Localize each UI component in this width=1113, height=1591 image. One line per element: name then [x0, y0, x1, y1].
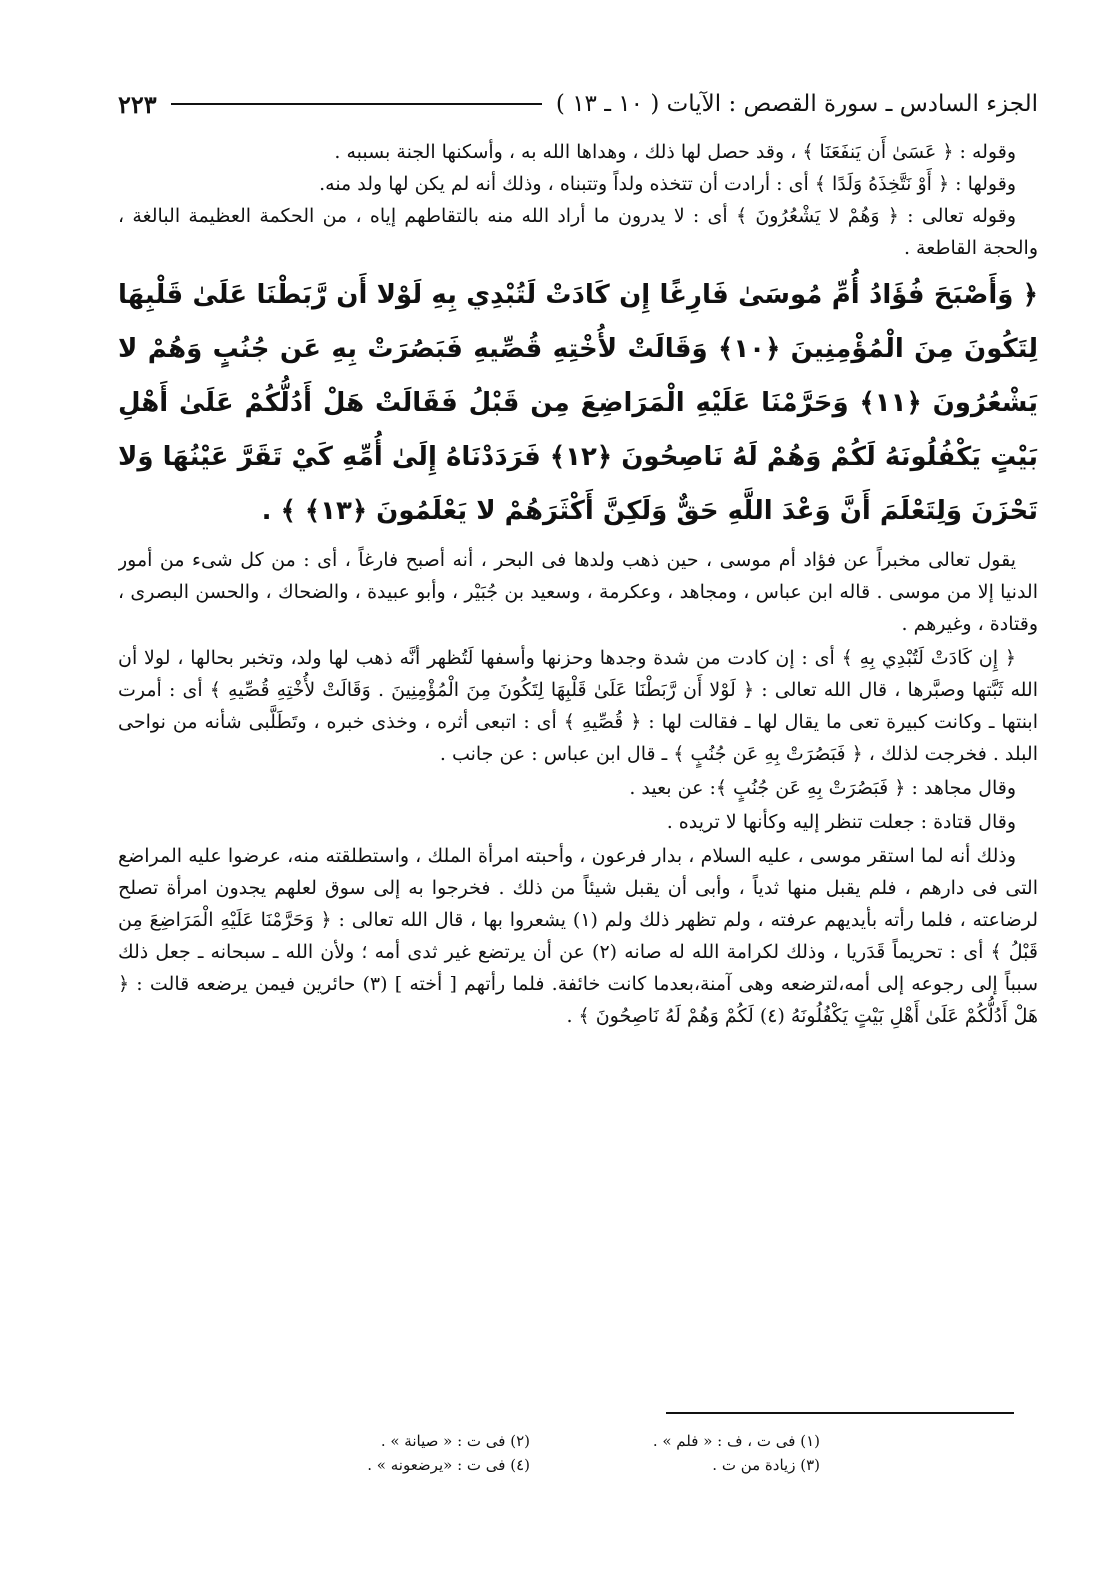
commentary-paragraph: يقول تعالى مخبراً عن فؤاد أم موسى ، حين ذهب ولدها فى البحر ، أنه أصبح فارغاً ، أى : من كل شىء من أمور الدنيا إلا من موسى . قاله ابن عباس ، ومجاهد ، وعكرمة ، وسعيد بن جُبَيْر ، وأبو عبيدة ، والضحاك ، والحسن البصرى ، وقتادة ، وغيرهم . — [118, 549, 1038, 635]
footnote-3: (٣) زيادة من ت . — [712, 1456, 820, 1474]
footnote-divider — [666, 1412, 1014, 1414]
commentary-paragraph: وقال قتادة : جعلت تنظر إليه وكأنها لا تريده . — [666, 811, 1016, 833]
paragraph: وقوله تعالى : ﴿ وَهُمْ لا يَشْعُرُونَ ﴾ أى : لا يدرون ما أراد الله منه بالتقاطهم إياه ، من الحكمة العظيمة البالغة ، والحجة القاطعة . — [118, 205, 1038, 259]
footnote-4: (٤) فى ت : «يرضعونه » . — [367, 1456, 530, 1474]
header-rule — [171, 103, 542, 105]
footnote-2: (٢) فى ت : « صيانة » . — [380, 1432, 530, 1450]
page-number: ٢٢٣ — [118, 89, 157, 119]
page-body — [118, 136, 1038, 1386]
footnotes — [300, 1432, 820, 1474]
commentary-paragraph: وقال مجاهد : ﴿ فَبَصُرَتْ بِهِ عَن جُنُبٍ ﴾: عن بعيد . — [629, 777, 1016, 799]
paragraph: وقوله : ﴿ عَسَىٰ أَن يَنفَعَنَا ﴾ ، وقد حصل لها ذلك ، وهداها الله به ، وأسكنها الجنة بسببه . — [334, 141, 1016, 163]
commentary-paragraph: وذلك أنه لما استقر موسى ، عليه السلام ، بدار فرعون ، وأحبته امرأة الملك ، واستطلقته منه، عرضوا عليه المراضع التى فى دارهم ، فلم يقبل منها ثدياً ، وأبى أن يقبل شيئاً من ذلك . فخرجوا به إلى سوق لعلهم يجدون امرأة تصلح لرضاعته ، فلما رأته بأيديهم عرفته ، ولم تظهر ذلك ولم (١) يشعروا بها ، قال الله تعالى : ﴿ وَحَرَّمْنَا عَلَيْهِ الْمَرَاضِعَ مِن قَبْلُ ﴾ أى : تحريماً قَدَريا ، وذلك لكرامة الله له صانه (٢) عن أن يرتضع غير ثدى أمه ؛ ولأن الله ـ سبحانه ـ جعل ذلك سبباً إلى رجوعه إلى أمه،لترضعه وهى آمنة،بعدما كانت خائفة. فلما رأتهم [ أخته ] (٣) حائرين فيمن يرضعه قالت : ﴿ هَلْ أَدُلُّكُمْ عَلَىٰ أَهْلِ بَيْتٍ يَكْفُلُونَهُ (٤) لَكُمْ وَهُمْ لَهُ نَاصِحُونَ ﴾ . — [118, 845, 1038, 1027]
page-header — [118, 84, 1038, 124]
quran-verse-block: ﴿ وَأَصْبَحَ فُؤَادُ أُمِّ مُوسَىٰ فَارِغًا إِن كَادَتْ لَتُبْدِي بِهِ لَوْلا أَن رَّبَطْنَا عَلَىٰ قَلْبِهَا لِتَكُونَ مِنَ الْمُؤْمِنِينَ ﴿١٠﴾ وَقَالَتْ لأُخْتِهِ قُصِّيهِ فَبَصُرَتْ بِهِ عَن جُنُبٍ وَهُمْ لا يَشْعُرُونَ ﴿١١﴾ وَحَرَّمْنَا عَلَيْهِ الْمَرَاضِعَ مِن قَبْلُ فَقَالَتْ هَلْ أَدُلُّكُمْ عَلَىٰ أَهْلِ بَيْتٍ يَكْفُلُونَهُ لَكُمْ وَهُمْ لَهُ نَاصِحُونَ ﴿١٢﴾ فَرَدَدْنَاهُ إِلَىٰ أُمِّهِ كَيْ تَقَرَّ عَيْنُهَا وَلا تَحْزَنَ وَلِتَعْلَمَ أَنَّ وَعْدَ اللَّهِ حَقٌّ وَلَكِنَّ أَكْثَرَهُمْ لا يَعْلَمُونَ ﴿١٣﴾ ﴾ . — [118, 280, 1038, 526]
paragraph: وقولها : ﴿ أَوْ نَتَّخِذَهُ وَلَدًا ﴾ أى : أرادت أن تتخذه ولداً وتتبناه ، وذلك أنه لم يكن لها ولد منه. — [319, 173, 1016, 195]
commentary-paragraph: ﴿ إِن كَادَتْ لَتُبْدِي بِهِ ﴾ أى : إن كادت من شدة وجدها وحزنها وأسفها لَتُظهر أنَّه ذهب لها ولد، وتخبر بحالها ، لولا أن الله ثَبَّتها وصبَّرها ، قال الله تعالى : ﴿ لَوْلا أَن رَّبَطْنَا عَلَىٰ قَلْبِهَا لِتَكُونَ مِنَ الْمُؤْمِنِينَ . وَقَالَتْ لأُخْتِهِ قُصِّيهِ ﴾ أى : أمرت ابنتها ـ وكانت كبيرة تعى ما يقال لها ـ فقالت لها : ﴿ قُصِّيهِ ﴾ أى : اتبعى أثره ، وخذى خبره ، وتَطَلَّبى شأنه من نواحى البلد . فخرجت لذلك ، ﴿ فَبَصُرَتْ بِهِ عَن جُنُبٍ ﴾ ـ قال ابن عباس : عن جانب . — [118, 647, 1038, 765]
footnote-1: (١) فى ت ، ف : « فلم » . — [652, 1432, 820, 1450]
running-title: الجزء السادس ـ سورة القصص : الآيات ( ١٠ ـ ١٣ ) — [555, 91, 1038, 117]
